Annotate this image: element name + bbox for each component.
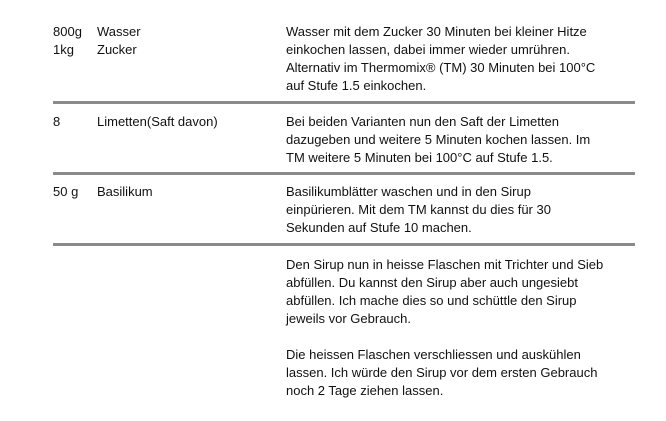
amount: 800g (53, 24, 82, 39)
row-divider (53, 101, 635, 104)
step-text: jeweils vor Gebrauch. (286, 311, 411, 326)
amount-cell (53, 23, 95, 59)
step-text: abfüllen. Du kannst den Sirup aber auch ungesiebt (286, 275, 578, 290)
step-text: TM weitere 5 Minuten bei 100°C auf Stufe 1.5. (286, 150, 553, 165)
step-text: lassen. Ich würde den Sirup vor dem ersten Gebrauch (286, 365, 598, 380)
amount-cell (53, 113, 95, 131)
step-cell (286, 256, 631, 400)
step-text: Sekunden auf Stufe 10 machen. (286, 220, 472, 235)
step-text: noch 2 Tage ziehen lassen. (286, 383, 444, 398)
step-text: einkochen lassen, dabei immer wieder umrühren. (286, 42, 570, 57)
step-cell (286, 183, 631, 237)
step-text: Bei beiden Varianten nun den Saft der Limetten (286, 114, 559, 129)
ingredient: Zucker (97, 42, 137, 57)
step-text: abfüllen. Ich mache dies so und schüttle den Sirup (286, 293, 577, 308)
step-text: einpürieren. Mit dem TM kannst du dies für 30 (286, 202, 551, 217)
amount: 8 (53, 114, 61, 129)
row-divider (53, 243, 635, 246)
step-text: Wasser mit dem Zucker 30 Minuten bei kleiner Hitze (286, 24, 587, 39)
ingredient: Limetten(Saft davon) (97, 114, 218, 129)
step-text: dazugeben und weitere 5 Minuten kochen lassen. Im (286, 132, 591, 147)
step-text: Den Sirup nun in heisse Flaschen mit Trichter und Sieb (286, 257, 604, 272)
ingredient-cell (97, 183, 277, 201)
ingredient-cell (97, 113, 277, 131)
ingredient: Wasser (97, 24, 141, 39)
ingredient-cell (97, 23, 277, 59)
ingredient: Basilikum (97, 184, 153, 199)
step-cell (286, 23, 631, 95)
step-text: Die heissen Flaschen verschliessen und auskühlen (286, 347, 581, 362)
step-text: Alternativ im Thermomix® (TM) 30 Minuten bei 100°C (286, 60, 596, 75)
step-text: Basilikumblätter waschen und in den Sirup (286, 184, 531, 199)
step-cell (286, 113, 631, 167)
amount-cell (53, 183, 95, 201)
amount: 1kg (53, 42, 74, 57)
row-divider (53, 172, 635, 175)
step-text: auf Stufe 1.5 einkochen. (286, 78, 427, 93)
amount: 50 g (53, 184, 79, 199)
